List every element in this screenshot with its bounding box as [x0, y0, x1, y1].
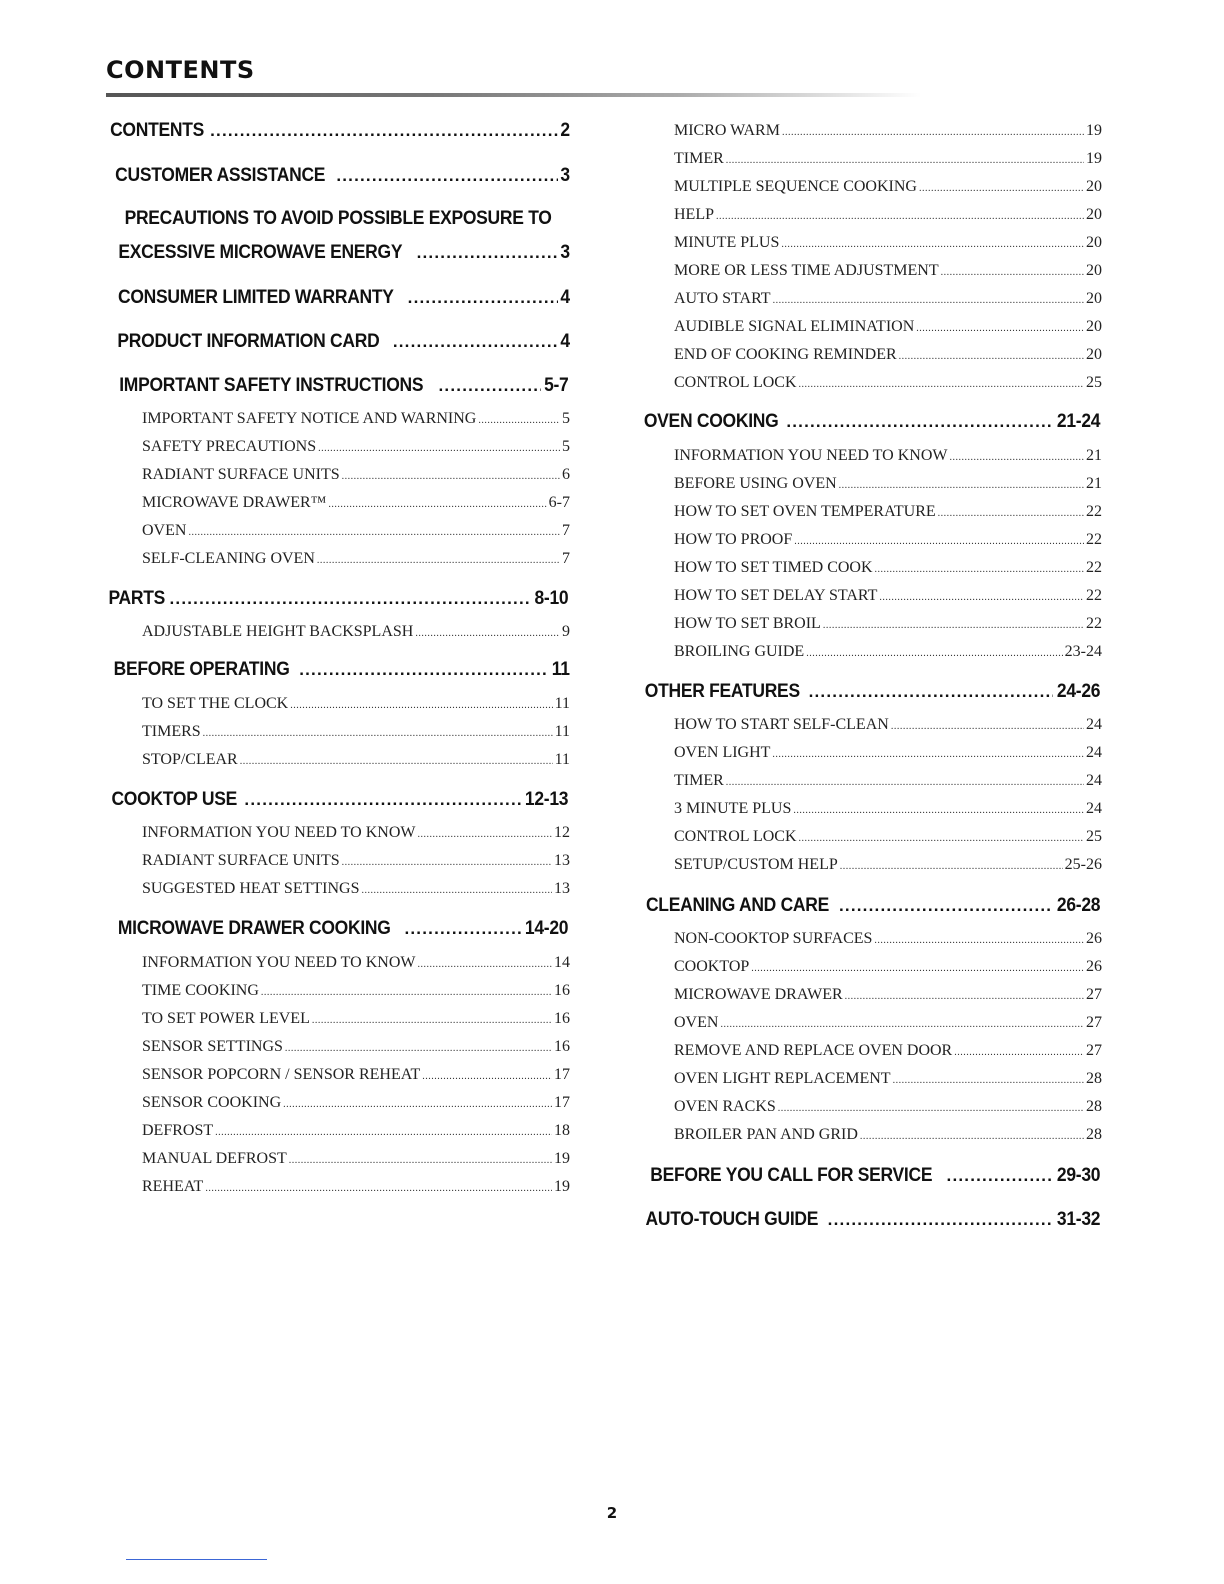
toc-entry-label: STOP/CLEAR — [142, 751, 238, 768]
toc-entry-page: 17 — [554, 1066, 570, 1083]
toc-subentry — [142, 1010, 570, 1028]
toc-leader-dots — [726, 777, 1084, 788]
toc-entry-label: MICROWAVE DRAWER COOKING — [117, 918, 391, 939]
toc-section-entry — [638, 411, 1102, 433]
toc-leader-dots — [404, 919, 520, 939]
toc-entry-label: AUDIBLE SIGNAL ELIMINATION — [674, 318, 915, 335]
toc-leader-dots — [799, 379, 1084, 390]
toc-entry-page: 12 — [554, 824, 570, 841]
toc-subentry — [142, 1094, 570, 1112]
toc-entry-page: 19 — [554, 1150, 570, 1167]
toc-entry-page: 18 — [554, 1122, 570, 1139]
toc-entry-label: PRECAUTIONS TO AVOID POSSIBLE EXPOSURE TO — [124, 208, 552, 229]
toc-entry-label: EXCESSIVE MICROWAVE ENERGY — [118, 242, 403, 263]
toc-section-entry — [106, 588, 570, 610]
toc-entry-page: 4 — [560, 287, 570, 308]
toc-entry-page: 16 — [554, 1038, 570, 1055]
toc-subentry — [674, 559, 1102, 577]
toc-leader-dots — [188, 527, 560, 538]
toc-entry-label: HOW TO START SELF-CLEAN — [674, 716, 889, 733]
toc-leader-dots — [417, 959, 552, 970]
toc-entry-label: CONTROL LOCK — [674, 828, 797, 845]
toc-subentry — [674, 800, 1102, 818]
toc-leader-dots — [773, 295, 1084, 306]
toc-entry-label: AUTO START — [674, 290, 771, 307]
toc-leader-dots — [947, 1166, 1053, 1186]
toc-entry-label: CUSTOMER ASSISTANCE — [115, 165, 326, 186]
toc-entry-page: 19 — [554, 1178, 570, 1195]
toc-subentry — [674, 856, 1102, 874]
toc-subentry — [142, 1150, 570, 1168]
toc-entry-label: OVEN RACKS — [674, 1098, 776, 1115]
toc-subentry — [674, 234, 1102, 252]
toc-leader-dots — [778, 1103, 1084, 1114]
toc-subentry — [674, 122, 1102, 140]
toc-leader-dots — [169, 589, 531, 609]
toc-entry-label: TO SET THE CLOCK — [142, 695, 289, 712]
toc-leader-dots — [941, 267, 1084, 278]
toc-leader-dots — [415, 628, 560, 639]
toc-entry-label: REHEAT — [142, 1178, 204, 1195]
toc-subentry — [674, 290, 1102, 308]
toc-leader-dots — [215, 1127, 552, 1138]
toc-leader-dots — [781, 239, 1084, 250]
toc-entry-page: 21-24 — [1056, 411, 1101, 432]
toc-entry-page: 6 — [562, 466, 570, 483]
toc-entry-page: 31-32 — [1056, 1209, 1101, 1230]
toc-leader-dots — [891, 721, 1084, 732]
toc-entry-page: 22 — [1086, 615, 1102, 632]
toc-entry-page: 22 — [1086, 559, 1102, 576]
toc-subentry — [674, 643, 1102, 661]
toc-subentry — [674, 374, 1102, 392]
toc-entry-label: AUTO-TOUCH GUIDE — [645, 1209, 819, 1230]
toc-leader-dots — [336, 166, 557, 186]
toc-entry-label: OVEN LIGHT — [674, 744, 771, 761]
toc-subentry — [674, 1126, 1102, 1144]
toc-entry-page: 21 — [1086, 447, 1102, 464]
toc-entry-page: 2 — [560, 120, 570, 141]
toc-subentry — [142, 550, 570, 568]
toc-entry-page: 26 — [1086, 930, 1102, 947]
toc-section-entry — [638, 1165, 1102, 1187]
toc-entry-page: 27 — [1086, 1014, 1102, 1031]
toc-subentry — [674, 930, 1102, 948]
toc-entry-page: 20 — [1086, 234, 1102, 251]
toc-leader-dots — [845, 991, 1084, 1002]
toc-leader-dots — [205, 1183, 552, 1194]
toc-entry-label: TIME COOKING — [142, 982, 259, 999]
toc-entry-label: MICROWAVE DRAWER — [674, 986, 843, 1003]
toc-subentry — [142, 982, 570, 1000]
toc-leader-dots — [893, 1075, 1084, 1086]
toc-entry-label: CONTENTS — [110, 120, 205, 141]
toc-leader-dots — [786, 412, 1053, 432]
toc-entry-label: COOKTOP USE — [111, 789, 237, 810]
toc-entry-label: END OF COOKING REMINDER — [674, 346, 897, 363]
toc-subentry — [674, 1014, 1102, 1032]
toc-subentry — [142, 1066, 570, 1084]
toc-leader-dots — [954, 1047, 1084, 1058]
toc-subentry — [674, 828, 1102, 846]
toc-entry-page: 16 — [554, 1010, 570, 1027]
toc-entry-page: 21 — [1086, 475, 1102, 492]
toc-entry-label: SENSOR POPCORN / SENSOR REHEAT — [142, 1066, 421, 1083]
toc-entry-page: 25 — [1086, 828, 1102, 845]
toc-section-entry — [106, 242, 570, 264]
toc-subentry — [674, 178, 1102, 196]
toc-leader-dots — [342, 857, 552, 868]
toc-entry-label: 3 MINUTE PLUS — [674, 800, 792, 817]
toc-entry-label: HELP — [674, 206, 714, 223]
toc-entry-page: 14-20 — [524, 918, 569, 939]
toc-entry-page: 20 — [1086, 178, 1102, 195]
toc-entry-page: 28 — [1086, 1126, 1102, 1143]
toc-subentry — [674, 615, 1102, 633]
toc-subentry — [674, 1042, 1102, 1060]
toc-entry-label: OVEN LIGHT REPLACEMENT — [674, 1070, 891, 1087]
toc-entry-page: 23-24 — [1064, 643, 1102, 660]
toc-entry-page: 24 — [1086, 716, 1102, 733]
toc-entry-label: HOW TO SET DELAY START — [674, 587, 878, 604]
toc-leader-dots — [809, 682, 1053, 702]
toc-leader-dots — [393, 332, 558, 352]
toc-leader-dots — [806, 648, 1062, 659]
toc-leader-dots — [899, 351, 1084, 362]
toc-leader-dots — [782, 127, 1084, 138]
toc-entry-label: IMPORTANT SAFETY NOTICE AND WARNING — [142, 410, 477, 427]
toc-entry-label: COOKTOP — [674, 958, 750, 975]
toc-section-entry — [638, 681, 1102, 703]
toc-entry-label: BROILER PAN AND GRID — [674, 1126, 858, 1143]
toc-entry-page: 20 — [1086, 318, 1102, 335]
toc-leader-dots — [342, 471, 560, 482]
toc-section-entry — [106, 375, 570, 397]
toc-leader-dots — [289, 1155, 552, 1166]
page-title: CONTENTS — [106, 56, 255, 84]
toc-entry-page: 11 — [554, 723, 570, 740]
toc-entry-page: 27 — [1086, 1042, 1102, 1059]
toc-section-entry — [106, 659, 570, 681]
toc-entry-label: BEFORE YOU CALL FOR SERVICE — [650, 1165, 933, 1186]
toc-subentry — [142, 824, 570, 842]
toc-leader-dots — [290, 700, 552, 711]
toc-entry-label: TO SET POWER LEVEL — [142, 1010, 310, 1027]
toc-entry-label: NON-COOKTOP SURFACES — [674, 930, 873, 947]
toc-entry-label: SELF-CLEANING OVEN — [142, 550, 315, 567]
bottom-link-underline — [126, 1559, 267, 1560]
toc-leader-dots — [203, 728, 553, 739]
toc-entry-label: CONTROL LOCK — [674, 374, 797, 391]
toc-leader-dots — [794, 536, 1084, 547]
toc-entry-label: MANUAL DEFROST — [142, 1150, 287, 1167]
toc-entry-page: 22 — [1086, 587, 1102, 604]
toc-entry-page: 26 — [1086, 958, 1102, 975]
toc-subentry — [142, 494, 570, 512]
toc-subentry — [674, 447, 1102, 465]
toc-subentry — [142, 1122, 570, 1140]
toc-entry-label: DEFROST — [142, 1122, 214, 1139]
toc-entry-page: 7 — [562, 550, 570, 567]
toc-entry-page: 4 — [560, 331, 570, 352]
toc-entry-page: 27 — [1086, 986, 1102, 1003]
toc-leader-dots — [240, 756, 553, 767]
toc-entry-page: 25-26 — [1064, 856, 1102, 873]
toc-leader-dots — [726, 155, 1084, 166]
toc-subentry — [674, 1098, 1102, 1116]
toc-leader-dots — [874, 935, 1084, 946]
toc-entry-label: BROILING GUIDE — [674, 643, 805, 660]
toc-leader-dots — [839, 480, 1084, 491]
toc-entry-page: 6-7 — [548, 494, 570, 511]
toc-leader-dots — [720, 1019, 1084, 1030]
toc-entry-label: CONSUMER LIMITED WARRANTY — [117, 287, 394, 308]
toc-leader-dots — [919, 183, 1084, 194]
toc-subentry — [142, 522, 570, 540]
toc-entry-page: 20 — [1086, 290, 1102, 307]
toc-leader-dots — [875, 564, 1084, 575]
toc-subentry — [674, 986, 1102, 1004]
toc-leader-dots — [793, 805, 1084, 816]
toc-entry-label: SAFETY PRECAUTIONS — [142, 438, 317, 455]
toc-entry-page: 24 — [1086, 800, 1102, 817]
toc-leader-dots — [244, 790, 520, 810]
toc-entry-label: INFORMATION YOU NEED TO KNOW — [674, 447, 948, 464]
toc-subentry — [674, 346, 1102, 364]
toc-subentry — [142, 1038, 570, 1056]
toc-entry-label: IMPORTANT SAFETY INSTRUCTIONS — [119, 375, 424, 396]
toc-entry-page: 5 — [562, 438, 570, 455]
toc-leader-dots — [328, 499, 546, 510]
toc-subentry — [142, 438, 570, 456]
toc-entry-label: MORE OR LESS TIME ADJUSTMENT — [674, 262, 939, 279]
toc-entry-label: RADIANT SURFACE UNITS — [142, 852, 340, 869]
toc-entry-page: 7 — [562, 522, 570, 539]
toc-entry-label: OTHER FEATURES — [644, 681, 800, 702]
toc-leader-dots — [879, 592, 1084, 603]
toc-subentry — [674, 475, 1102, 493]
toc-entry-page: 19 — [1086, 150, 1102, 167]
toc-leader-dots — [285, 1043, 552, 1054]
toc-entry-label: INFORMATION YOU NEED TO KNOW — [142, 824, 416, 841]
toc-entry-label: MINUTE PLUS — [674, 234, 780, 251]
toc-entry-label: CLEANING AND CARE — [645, 895, 830, 916]
toc-leader-dots — [478, 415, 560, 426]
toc-entry-page: 11 — [554, 695, 570, 712]
toc-entry-label: SUGGESTED HEAT SETTINGS — [142, 880, 360, 897]
toc-subentry — [674, 206, 1102, 224]
toc-entry-page: 26-28 — [1056, 895, 1101, 916]
toc-section-entry — [106, 287, 570, 309]
toc-section-entry — [106, 331, 570, 353]
toc-leader-dots — [408, 288, 558, 308]
toc-leader-dots — [860, 1131, 1084, 1142]
toc-entry-page: 20 — [1086, 262, 1102, 279]
toc-entry-page: 24 — [1086, 744, 1102, 761]
toc-leader-dots — [312, 1015, 552, 1026]
toc-entry-label: REMOVE AND REPLACE OVEN DOOR — [674, 1042, 953, 1059]
toc-entry-page: 14 — [554, 954, 570, 971]
toc-entry-label: HOW TO SET BROIL — [674, 615, 821, 632]
toc-leader-dots — [799, 833, 1084, 844]
toc-entry-page: 20 — [1086, 206, 1102, 223]
toc-entry-page: 3 — [560, 242, 570, 263]
toc-leader-dots — [828, 1210, 1053, 1230]
toc-entry-page: 5-7 — [544, 375, 569, 396]
toc-subentry — [142, 880, 570, 898]
toc-subentry — [142, 695, 570, 713]
toc-subentry — [674, 503, 1102, 521]
toc-leader-dots — [751, 963, 1084, 974]
toc-entry-page: 8-10 — [534, 588, 569, 609]
toc-subentry — [142, 852, 570, 870]
toc-subentry — [142, 954, 570, 972]
toc-entry-label: SENSOR SETTINGS — [142, 1038, 283, 1055]
toc-entry-label: MICRO WARM — [674, 122, 780, 139]
toc-leader-dots — [439, 376, 542, 396]
toc-entry-page: 22 — [1086, 531, 1102, 548]
toc-subentry — [674, 318, 1102, 336]
toc-section-entry — [638, 895, 1102, 917]
toc-leader-dots — [361, 885, 552, 896]
toc-leader-dots — [938, 508, 1084, 519]
toc-entry-page: 16 — [554, 982, 570, 999]
toc-leader-dots — [210, 121, 558, 141]
toc-leader-dots — [840, 861, 1063, 872]
toc-subentry — [142, 1178, 570, 1196]
toc-entry-page: 12-13 — [524, 789, 569, 810]
toc-leader-dots — [772, 749, 1084, 760]
toc-leader-dots — [299, 660, 548, 680]
toc-entry-page: 20 — [1086, 346, 1102, 363]
toc-entry-label: OVEN — [674, 1014, 719, 1031]
toc-entry-label: RADIANT SURFACE UNITS — [142, 466, 340, 483]
toc-leader-dots — [261, 987, 552, 998]
toc-entry-label: ADJUSTABLE HEIGHT BACKSPLASH — [142, 623, 414, 640]
page-number: 2 — [606, 1504, 618, 1522]
toc-entry-label: BEFORE OPERATING — [113, 659, 290, 680]
toc-entry-label: SENSOR COOKING — [142, 1094, 282, 1111]
toc-section-entry — [106, 789, 570, 811]
toc-entry-page: 17 — [554, 1094, 570, 1111]
toc-leader-dots — [317, 555, 560, 566]
toc-entry-label: SETUP/CUSTOM HELP — [674, 856, 838, 873]
toc-entry-label: TIMERS — [142, 723, 201, 740]
toc-entry-label: PARTS — [108, 588, 166, 609]
toc-subentry — [674, 744, 1102, 762]
toc-section-entry — [106, 918, 570, 940]
toc-entry-label: HOW TO PROOF — [674, 531, 793, 548]
toc-subentry — [674, 1070, 1102, 1088]
toc-subentry — [674, 587, 1102, 605]
toc-entry-label: MULTIPLE SEQUENCE COOKING — [674, 178, 917, 195]
toc-leader-dots — [716, 211, 1084, 222]
toc-subentry — [674, 262, 1102, 280]
toc-leader-dots — [417, 829, 552, 840]
toc-entry-label: OVEN — [142, 522, 187, 539]
toc-entry-label: INFORMATION YOU NEED TO KNOW — [142, 954, 416, 971]
toc-subentry — [142, 410, 570, 428]
toc-entry-page: 29-30 — [1056, 1165, 1101, 1186]
toc-entry-page: 9 — [562, 623, 570, 640]
toc-leader-dots — [283, 1099, 552, 1110]
toc-entry-page: 22 — [1086, 503, 1102, 520]
toc-entry-page: 3 — [560, 165, 570, 186]
toc-leader-dots — [823, 620, 1084, 631]
toc-subentry — [142, 751, 570, 769]
toc-entry-label: OVEN COOKING — [643, 411, 779, 432]
toc-subentry — [674, 531, 1102, 549]
toc-section-entry — [106, 120, 570, 142]
toc-entry-page: 24 — [1086, 772, 1102, 789]
toc-leader-dots — [417, 243, 558, 263]
toc-subentry — [142, 466, 570, 484]
toc-leader-dots — [422, 1071, 552, 1082]
toc-subentry — [674, 150, 1102, 168]
toc-subentry — [674, 716, 1102, 734]
toc-entry-label: MICROWAVE DRAWER™ — [142, 494, 327, 511]
title-rule — [106, 93, 921, 97]
toc-section-entry — [106, 208, 570, 230]
toc-entry-label: TIMER — [674, 150, 724, 167]
toc-entry-label: HOW TO SET OVEN TEMPERATURE — [674, 503, 936, 520]
toc-entry-page: 25 — [1086, 374, 1102, 391]
toc-entry-page: 5 — [562, 410, 570, 427]
toc-section-entry — [106, 165, 570, 187]
toc-entry-label: PRODUCT INFORMATION CARD — [117, 331, 380, 352]
toc-entry-page: 28 — [1086, 1098, 1102, 1115]
toc-subentry — [142, 623, 570, 641]
toc-leader-dots — [949, 452, 1084, 463]
toc-entry-label: HOW TO SET TIMED COOK — [674, 559, 873, 576]
toc-entry-page: 11 — [554, 751, 570, 768]
toc-entry-page: 28 — [1086, 1070, 1102, 1087]
toc-subentry — [674, 772, 1102, 790]
toc-subentry — [142, 723, 570, 741]
toc-entry-label: BEFORE USING OVEN — [674, 475, 837, 492]
toc-entry-page: 13 — [554, 880, 570, 897]
toc-entry-page: 11 — [551, 659, 570, 680]
toc-entry-page: 19 — [1086, 122, 1102, 139]
toc-entry-page: 13 — [554, 852, 570, 869]
toc-section-entry — [638, 1209, 1102, 1231]
toc-subentry — [674, 958, 1102, 976]
toc-entry-page: 24-26 — [1056, 681, 1101, 702]
toc-leader-dots — [916, 323, 1084, 334]
toc-entry-label: TIMER — [674, 772, 724, 789]
toc-leader-dots — [318, 443, 560, 454]
toc-leader-dots — [839, 896, 1053, 916]
